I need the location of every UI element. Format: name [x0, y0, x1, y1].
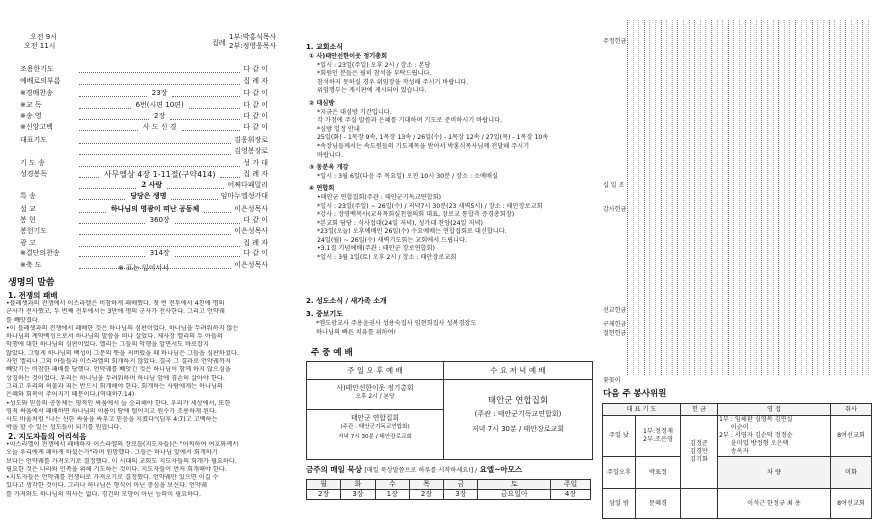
reading-header: [306, 465, 522, 475]
text-line: •지도자들은 언약궤를 전쟁터로 가져오기로 결정했다. 언약궤만 있으면 이길 수: [6, 474, 219, 482]
wednesday-event: 태안군 연합집회: [487, 396, 549, 406]
order-item-label: ※신앙고백: [20, 123, 53, 132]
order-item-content: 당당은 생명: [130, 191, 167, 201]
news-item-line: *일시 : 3월 1일(토) 오후 2시 / 장소 : 태안장로교회: [317, 254, 457, 262]
name-column-decoration: [711, 20, 712, 375]
name-column-decoration: [700, 20, 701, 375]
name-column-decoration: [672, 20, 673, 375]
news-item-line: 참석하지 못하실 경우 위임장을 작성해 주시기 바랍니다.: [317, 78, 469, 86]
order-item-leader: 다 같 이: [243, 249, 268, 258]
text-line: 않았다. 그렇게 하나님의 백성이 그분의 뜻을 저버렸을 때 하나님은 그들을 심판하셨다.: [6, 349, 239, 357]
text-line: 상징하는 것이었다. 우리는 하나님을 두려워하며 하나님 앞에 겸손히 살아야 한다.: [6, 374, 225, 382]
name-column-decoration: [694, 20, 695, 375]
order-row: [20, 191, 268, 202]
reading-day: 목: [409, 480, 443, 490]
order-row: [20, 146, 268, 157]
reading-book: 요엘~아모스: [479, 465, 523, 474]
news-item-head: ③ 동분옥 개강: [309, 164, 349, 172]
reading-title: 금주의 매일 묵상: [306, 465, 362, 474]
wednesday-event-sub1: (주관 : 태안군기독교연합회): [474, 410, 562, 418]
order-item-label: 예배로의부름: [20, 77, 61, 86]
order-item-content: 314장: [149, 249, 170, 258]
duty-row-3-clean: 8여선교회: [831, 489, 872, 519]
name-column-decoration: [677, 20, 678, 375]
word-section-2-title: 2. 지도자들의 어리석음: [8, 432, 87, 441]
order-item-label: 설 교: [20, 205, 36, 214]
news-item-line: *회원인 분들은 필히 참석을 부탁드립니다.: [317, 70, 432, 78]
order-item-leader: 다 같 이: [243, 123, 269, 132]
news-item-line: *23일(오늘) 오후예배인 26일(수) 수요예배는 연합집회로 대신합니다.: [317, 228, 507, 236]
name-column-decoration: [633, 20, 634, 375]
duty-offering: 김정준 김경만 김기화: [681, 416, 718, 489]
news-item-line: *일시 : 3월 6일(다음 주 목요일) 오전 10시 30분 / 장소 : 소예배실: [317, 172, 498, 180]
word-section-1-body: [6, 300, 290, 433]
word-section-1-title: 1. 전쟁의 패배: [8, 291, 58, 300]
name-column-decoration: [806, 20, 807, 375]
text-line: 있다고 생각한 것이다. 그러나 하나님은 형식이 아닌 중심을 보신다. 언약궤: [6, 482, 207, 490]
duty-row-3-car: 이석근 한정규 최 용: [718, 489, 831, 519]
name-column-decoration: [761, 20, 762, 375]
text-line: 하나님의 계약백성으로서 하나님의 말씀을 떠나 살았다. 제사장 엘리의 두 아들의: [6, 333, 223, 341]
news-item-line: 위임명부는 게시판에 게시되어 있습니다.: [317, 87, 427, 95]
order-item-label: ※교 독: [20, 101, 42, 110]
news-item-line: 각 가정에 주실 말씀과 은혜를 기대하며 기도로 준비하시기 바랍니다.: [317, 117, 503, 125]
news-item-line: *일시 : 23일(주일) ~ 26일(수) / 저녁7시 30분(23 새벽5시) / 장소 : 태안장로교회: [317, 202, 543, 210]
news-item-line: 바랍니다.: [317, 151, 343, 159]
name-column-decoration: [722, 20, 723, 375]
name-column-decoration: [801, 20, 802, 375]
order-item-leader: 어쩌다패밀리: [227, 181, 269, 190]
name-column-decoration: [862, 20, 863, 375]
name-column-decoration: [655, 20, 656, 375]
text-line: 악행에 대한 하나님의 심판이었다. 엘리는 그들의 악행을 알면서도 바로잡지: [6, 341, 209, 349]
name-column-decoration: [739, 20, 740, 375]
name-column-decoration: [868, 20, 869, 375]
order-item-label: ※축 도: [20, 261, 42, 270]
order-item-content: 사무엘상 4장 1-11절(구약414): [103, 169, 216, 179]
reading-day: 금: [444, 480, 478, 490]
name-column-decoration: [829, 20, 830, 375]
name-column-decoration: [817, 20, 818, 375]
duty-row-1-welcome: 1부 : 임해환 심영복 김연실 이순이 2부 : 서영자 김순덕 정정순 윤미업 방정형 오은택 송옥자: [718, 416, 831, 457]
reading-chapter: 1장: [375, 489, 409, 499]
order-item-label: 대표기도: [20, 136, 48, 145]
order-item-label: ※경배찬송: [20, 89, 53, 98]
order-row: [20, 169, 268, 180]
name-column-decoration: [733, 20, 734, 375]
order-item-label: 특 송: [20, 192, 36, 201]
news-item-line: *지금은 대심방 기간입니다.: [317, 108, 392, 116]
name-column-decoration: [795, 20, 796, 375]
stand-note: ※ 표는 일어서서: [118, 264, 169, 272]
reading-day: 화: [341, 480, 375, 490]
text-line: 영적 싸움에서 패배하면 하나님의 이름이 땅에 떨어지고 원수가 조롱하게 된다.: [6, 407, 217, 415]
duty-clean-label: 미화: [831, 457, 872, 489]
news-item-head: ④ 연합회: [309, 185, 335, 193]
name-column-decoration: [644, 20, 645, 375]
order-item-leader: 이은성목사: [234, 205, 268, 214]
order-item-leader: 다 같 이: [243, 89, 269, 98]
order-item-leader: 임마누엘성가대: [220, 192, 268, 201]
reading-day: 수: [375, 480, 409, 490]
name-column-decoration: [638, 20, 639, 375]
reading-table: [306, 479, 591, 500]
order-item-leader: 이은성목사: [234, 227, 268, 236]
order-item-leader: 집 례 자: [243, 170, 269, 179]
name-column-decoration: [834, 20, 835, 375]
reading-chapter: 금요일아: [478, 489, 551, 499]
news-item-head: ① 사)태안선한이웃 정기총회: [309, 53, 388, 60]
reading-day: 주일: [551, 480, 591, 490]
order-row: [20, 215, 268, 226]
offering-label: 절헌헌금: [603, 330, 627, 337]
reading-chapter: 3장: [341, 489, 375, 499]
text-line: 군사가 전사했고, 두 번째 전투에서는 3만에 명의 군사가 전사한다. 그리고 언약궤: [6, 308, 225, 316]
offering-label: 선교헌금: [603, 307, 627, 314]
order-item-leader: 다 같 이: [243, 101, 269, 110]
name-column-decoration: [773, 20, 774, 375]
duty-head-cook: 취사: [831, 404, 872, 416]
name-column-decoration: [683, 20, 684, 375]
member-news-title: 2. 성도소식 / 새가족 소개: [306, 297, 387, 305]
text-line: 를 빼앗겼다.: [6, 316, 40, 324]
duty-row-3-label: 삼일 밤: [603, 489, 636, 519]
name-column-decoration: [627, 20, 628, 375]
order-item-label: 광 고: [20, 239, 36, 248]
reading-chapter: 3장: [444, 489, 478, 499]
word-section-2-body: [6, 441, 290, 499]
news-item-line: •3.1절 기념예배(주관 : 태안군 장로연합회): [317, 245, 435, 253]
text-line: •블레셋과의 전쟁에서 이스라엘은 비참하게 패배했다. 첫 번 전투에서 4천에 명의: [6, 300, 225, 307]
text-line: 빼앗기는 비참한 패배를 당했다. 언약궤를 빼앗긴 것은 하나님이 함께 하지 않으심을: [6, 366, 231, 374]
name-column-decoration: [823, 20, 824, 375]
time-2: 오전 11시: [24, 42, 56, 50]
worship-order-column: [0, 0, 296, 523]
name-column-decoration: [767, 20, 768, 375]
order-row: [20, 111, 268, 122]
duty-row-2-prayer: 박표정: [636, 457, 681, 489]
name-column-decoration: [778, 20, 779, 375]
reading-chapter: 2장: [307, 489, 341, 499]
prayer-title: 3. 중보기도: [306, 310, 344, 318]
news-item-line: 24일(월) ~ 26일(수) 새벽기도회는 교회에서 드립니다.: [317, 236, 467, 244]
sunday-event-1: 사)태안선한이웃 정기총회: [336, 384, 414, 392]
leader-2: 2부:정영웅목사: [229, 42, 277, 50]
order-item-label: 봉헌기도: [20, 227, 48, 236]
order-row: [20, 88, 268, 99]
order-item-leader: 다 같 이: [243, 216, 268, 225]
name-column-decoration: [756, 20, 757, 375]
name-column-decoration: [728, 20, 729, 375]
name-column-decoration: [661, 20, 662, 375]
duty-table: [602, 403, 872, 519]
text-line: •이스라엘이 전쟁에서 패배하자 이스라엘의 장로들(지도자들)은 "어찌하여 여호와께서: [6, 441, 239, 448]
duty-head-offering: 헌 금: [681, 404, 718, 416]
news-item-line: 25일(화) - 1목장 9속, 1목장 13속 / 26일(수) - 1목장 12속 / 27일(목) - 1목장 10속: [317, 134, 549, 142]
sunday-event-2-sub1: (주관 : 태안군기독교연합회): [340, 424, 410, 430]
reading-note: [매일 묵상말씀으로 하루를 시작하세요!] /: [364, 467, 478, 474]
offering-label: 꽃꽂이: [603, 377, 621, 384]
news-item-head: ② 대심방: [309, 99, 335, 107]
name-column-decoration: [857, 20, 858, 375]
name-column-decoration: [851, 20, 852, 375]
name-column-decoration: [666, 20, 667, 375]
service-label: 집례: [212, 39, 226, 47]
weekly-box: [306, 361, 593, 460]
name-column-decoration: [812, 20, 813, 375]
duty-row-3-prayer: 문혜경: [636, 489, 681, 519]
name-column-decoration: [845, 20, 846, 375]
weekly-title: 주 중 예 배: [311, 348, 353, 358]
reading-chapter: 4장: [551, 489, 591, 499]
news-items: [309, 53, 591, 263]
sunday-event-2: 태안군 연합집회: [350, 414, 400, 422]
leader-1: 1부:박홍식목사: [229, 33, 277, 41]
word-title: 생명의 말씀: [8, 278, 55, 288]
duty-head-welcome: 영 접: [718, 404, 831, 416]
duty-row-1-label: 주일 낮: [603, 416, 636, 457]
order-row: [20, 204, 268, 215]
name-column-decoration: [689, 20, 690, 375]
order-item-leader: 다 같 이: [243, 112, 268, 121]
reading-day: 월: [307, 480, 341, 490]
order-item-label: ※결단의찬송: [20, 249, 60, 258]
order-item-content: 2장: [154, 112, 166, 121]
order-row: [20, 180, 268, 191]
news-item-line: *본교회 담당 : 식사접대(24일 저녁), 성가대 찬양(24일 저녁): [317, 219, 483, 227]
name-column-decoration: [717, 20, 718, 375]
name-column-decoration: [745, 20, 746, 375]
order-item-label: 봉 헌: [20, 216, 36, 225]
text-line: 은혜와 회복이 주어지기 때문이다.(역대하7:14): [6, 391, 135, 399]
order-item-leader: 집 례 자: [243, 77, 268, 86]
sunday-event-1-sub: 오후 2시 / 본당: [355, 394, 395, 400]
order-item-content: 23장: [151, 89, 168, 98]
order-item-label: ※송 영: [20, 112, 42, 121]
duty-head-prayer: 대 표 기 도: [603, 404, 681, 416]
name-column-decoration: [750, 20, 751, 375]
prayer-line-1: *엠도광교사 주용윤권사 성용숙집사 임현희집사 성복경장도: [316, 320, 477, 327]
wednesday-head: 수 요 저 녁 예 배: [444, 362, 592, 380]
name-column-decoration: [649, 20, 650, 375]
name-column-decoration: [705, 20, 706, 375]
news-title: 1. 교회소식: [306, 43, 344, 51]
duty-title: 다음 주 봉사위원: [603, 389, 667, 399]
offering-label: 주정헌금: [603, 38, 627, 45]
news-item-line: •태안군 연합집회(주관 : 태안군기독교연합회): [317, 193, 442, 201]
order-item-leader: 성 가 대: [243, 159, 268, 168]
order-row: [20, 158, 268, 169]
order-item-label: 조용한기도: [20, 65, 54, 74]
text-line: 박을 할 수 있는 성도들이 되기를 원합니다.: [6, 424, 122, 432]
news-item-line: *속장님들께서는 속도원들의 기도제목을 받아서 박홍식목사님께 전달해 주시기: [317, 142, 530, 150]
text-line: 자인 엘리나 그의 아들들과 이스라엘의 회개하지 않았다. 결국 그 결과로 언약궤까지: [6, 358, 231, 366]
news-column: [301, 0, 594, 523]
order-item-leader: 이은성목사: [234, 261, 268, 270]
news-item-line: *강사 : 장영백목사(교육목회실천협의회 대표, 장로교 통합측 증경총회장): [317, 211, 515, 219]
time-1: 오전 9시: [30, 33, 57, 41]
text-line: 필요한 것은 나라와 민족을 위해 기도하는 것이다. 지도자들이 먼저 회개해야 한다.: [6, 465, 227, 473]
reading-day: 토: [478, 480, 551, 490]
wednesday-event-sub2: 저녁 7시 30분 / 태안장로교회: [471, 425, 565, 433]
reading-chapter: 2장: [409, 489, 443, 499]
news-item-line: *심방 일정 안내: [317, 125, 360, 133]
text-line: 그리고 우리의 허물과 죄는 반드시 회개해야 한다. 회개하는 사람에게는 하나님의: [6, 382, 223, 390]
offering-label: 감사헌금: [603, 206, 627, 213]
name-column-decoration: [840, 20, 841, 375]
duty-row-2-label: 주일오후: [603, 457, 636, 489]
name-column-decoration: [789, 20, 790, 375]
order-item-content: 6번(시편 10편): [135, 101, 184, 110]
duty-row-1-cook: 8여선교회: [831, 416, 872, 457]
duty-car-label: 차 량: [718, 457, 831, 489]
order-item-leader: 김웅휘장로: [234, 136, 268, 145]
order-row: [20, 64, 268, 75]
text-line: 오늘 우리에게 패하게 하셨는가"라며 원망했다. 그들은 하나님 앞에서 회개하기: [6, 449, 218, 457]
duty-row-1-prayer: 1부:정정재 2부:조은영: [636, 416, 681, 457]
order-row: [20, 135, 268, 146]
order-item-content: 사 도 신 경: [142, 123, 177, 132]
order-item-leader: 다 같 이: [243, 65, 268, 74]
text-line: •성도와 믿음의 공동체는 영적인 싸움에서 늘 승리해야 한다. 우리가 세상에서, 또한: [6, 399, 231, 407]
order-item-content: 하나님의 영광이 떠난 공동체: [110, 204, 200, 214]
order-row: [20, 100, 268, 111]
sunday-head: 주 일 오 후 예 배: [307, 362, 444, 380]
order-item-label: 기 도 송: [20, 159, 45, 168]
offering-label: 십 일 조: [603, 182, 625, 189]
prayer-line-2: 하나님의 빠른 치유를 위하여!: [316, 329, 397, 336]
name-column-decoration: [784, 20, 785, 375]
text-line: •이 블레셋과의 전쟁에서 패배한 것은 하나님의 심판이었다. 하나님을 두려워하지 않는: [6, 324, 239, 332]
order-row: [20, 76, 268, 87]
text-line: 보다는 언약궤를 가져오기로 결정했다. 이 시대의 교회도 지도자들의 회개가 필요하다.: [6, 457, 237, 465]
order-item-leader: 김영봉장로: [234, 147, 268, 156]
text-line: 사도 바울처럼 "나는 선한 싸움을 싸우고 믿음을 지켰다"(딤후 4:7)고 고백하는: [6, 416, 218, 424]
order-item-leader: 집 례 자: [243, 239, 268, 248]
order-row: [20, 248, 268, 259]
offering-label: 구제헌금: [603, 321, 627, 328]
order-item-label: 성경봉독: [20, 170, 48, 179]
order-item-content: 360장: [149, 216, 170, 225]
order-row: [20, 226, 268, 237]
order-row: [20, 122, 268, 133]
order-item-content: 2 사랑: [141, 180, 163, 190]
news-item-line: *일시 : 23일(주일) 오후 2시 / 장소 : 본당: [317, 61, 431, 69]
sunday-event-2-sub2: 저녁 7시 30분 / 태안장로교회: [338, 434, 412, 440]
text-line: 를 가져와도 하나님의 역사는 없다. 경건의 모양이 아닌 능력이 필요하다.: [6, 490, 201, 498]
offering-names: [627, 20, 877, 380]
offering-column: [597, 0, 880, 523]
